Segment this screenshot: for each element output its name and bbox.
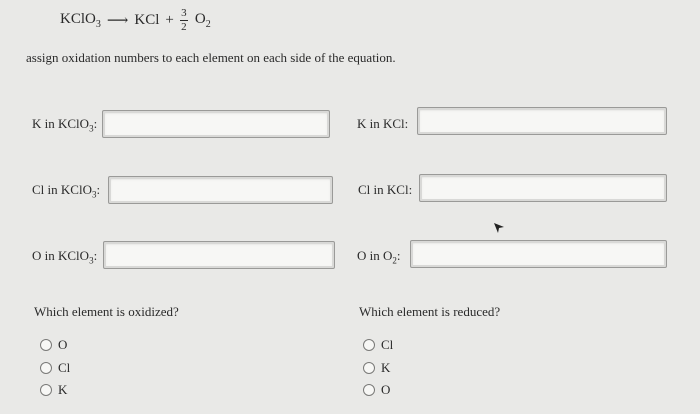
reactant-subscript: 3 xyxy=(95,19,101,30)
radio-option-reduced-cl[interactable] xyxy=(363,337,393,353)
label-text: O in O xyxy=(357,248,393,263)
input-cl-in-kcl[interactable] xyxy=(419,174,667,202)
label-text: K in KClO xyxy=(32,116,90,131)
product-o2 xyxy=(195,11,211,30)
radio-option-oxidized-cl[interactable] xyxy=(40,360,70,376)
radio-circle-icon[interactable] xyxy=(363,362,375,374)
label-o-in-o2 xyxy=(357,248,401,266)
input-k-in-kcl[interactable] xyxy=(417,107,667,135)
reactant-formula: KClO xyxy=(60,11,96,27)
radio-option-reduced-o[interactable] xyxy=(363,382,390,398)
radio-option-reduced-k[interactable] xyxy=(363,360,390,376)
label-text: Cl in KCl: xyxy=(358,182,413,197)
product-o2-subscript: 2 xyxy=(205,19,211,30)
radio-circle-icon[interactable] xyxy=(40,362,52,374)
reaction-arrow: ⟶ xyxy=(106,13,129,29)
product-o2-formula: O xyxy=(194,11,206,27)
option-label: O xyxy=(381,382,391,397)
radio-circle-icon[interactable] xyxy=(363,384,375,396)
radio-option-oxidized-k[interactable] xyxy=(40,382,67,398)
plus-sign: + xyxy=(165,12,174,28)
label-subscript: 3 xyxy=(89,255,94,266)
radio-circle-icon[interactable] xyxy=(363,339,375,351)
radio-circle-icon[interactable] xyxy=(40,339,52,351)
radio-circle-icon[interactable] xyxy=(40,384,52,396)
product-kcl: KCl xyxy=(134,12,160,28)
label-k-in-kcl xyxy=(357,116,408,132)
label-colon: : xyxy=(93,248,98,263)
label-cl-in-kclo3 xyxy=(32,182,100,200)
option-label: Cl xyxy=(58,360,71,375)
coefficient-fraction xyxy=(180,8,188,33)
label-cl-in-kcl xyxy=(358,182,412,198)
option-label: K xyxy=(381,360,391,375)
label-colon: : xyxy=(93,116,98,131)
label-text: Cl in KClO xyxy=(32,182,92,197)
instruction-text: assign oxidation numbers to each element on each side of the equation. xyxy=(26,50,396,65)
fraction-denominator: 2 xyxy=(181,21,187,33)
input-o-in-o2[interactable] xyxy=(410,240,667,268)
label-colon: : xyxy=(396,248,401,263)
radio-option-oxidized-o[interactable] xyxy=(40,337,67,353)
mouse-cursor-icon xyxy=(493,222,505,234)
label-k-in-kclo3 xyxy=(32,116,97,134)
input-cl-in-kclo3[interactable] xyxy=(108,176,333,204)
label-o-in-kclo3 xyxy=(32,248,97,266)
label-subscript: 3 xyxy=(89,123,94,134)
option-label: O xyxy=(58,337,68,352)
chemical-equation xyxy=(60,8,211,33)
input-k-in-kclo3[interactable] xyxy=(102,110,330,138)
reactant xyxy=(60,11,101,30)
label-subscript: 3 xyxy=(91,189,97,200)
question-oxidized: Which element is oxidized? xyxy=(34,304,179,319)
question-reduced: Which element is reduced? xyxy=(359,304,501,319)
option-label: Cl xyxy=(381,337,394,352)
input-o-in-kclo3[interactable] xyxy=(103,241,335,269)
label-text: K in KCl: xyxy=(357,116,409,131)
label-text: O in KClO xyxy=(32,248,90,263)
option-label: K xyxy=(58,382,68,397)
fraction-numerator: 3 xyxy=(181,7,187,19)
label-subscript: 2 xyxy=(392,255,397,266)
label-colon: : xyxy=(96,182,101,197)
